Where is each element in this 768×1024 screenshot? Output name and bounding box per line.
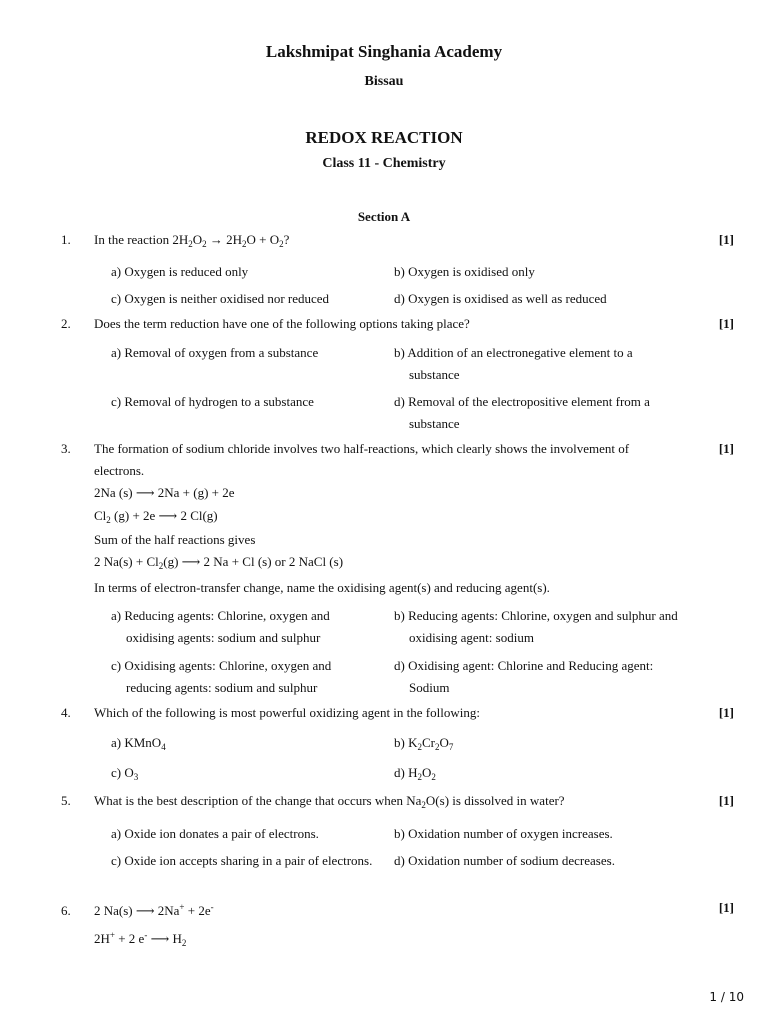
question-marks: [1] [718,441,734,456]
question-number: 4. [61,705,71,720]
question-prompt: In terms of electron-transfer change, name the oxidising agent(s) and reducing agent(s). [94,580,550,595]
sum-label: Sum of the half reactions gives [94,532,256,547]
reaction-line-2: 2H+ + 2 e- ⟶ $H_2$ [94,930,187,948]
question-text: Does the term reduction have one of the following options taking place? [94,316,470,331]
option-b: b) Oxidation number of oxygen increases. [394,826,613,841]
question-marks: [1] [718,316,734,331]
question-number: 6. [61,903,71,918]
option-d: d) Oxygen is oxidised as well as reduced [394,291,607,306]
option-b: b) $K_2Cr_2O_7$ [394,735,454,752]
document-title: REDOX REACTION [305,128,463,147]
option-b: b) Addition of an electronegative element to a substance [394,345,633,382]
option-c: c) Oxide ion accepts sharing in a pair of electrons. [111,853,373,868]
school-location: Bissau [364,74,404,89]
option-c: c) Oxygen is neither oxidised nor reduced [111,291,330,306]
option-b: b) Reducing agents: Chlorine, oxygen and sulphur and oxidising agent: sodium [394,608,678,645]
document-subtitle: Class 11 - Chemistry [322,156,446,171]
question-text: The formation of sodium chloride involves two half-reactions, which clearly shows the involvement of electrons. [94,441,630,478]
question-marks: [1] [718,900,734,915]
option-c: c) Oxidising agents: Chlorine, oxygen and reducing agents: sodium and sulphur [111,658,332,695]
option-a: a) Removal of oxygen from a substance [111,345,319,360]
option-d: d) Oxidising agent: Chlorine and Reducing agent: Sodium [394,658,654,695]
option-a: a) Oxide ion donates a pair of electrons. [111,826,319,841]
question-marks: [1] [718,232,734,247]
question-text: What is the best description of the change that occurs when $Na_2O(s)$ is dissolved in water? [94,793,565,810]
section-heading: Section A [357,209,411,224]
question-text: Which of the following is most powerful oxidizing agent in the following: [94,705,480,720]
option-d: d) $H_2O_2$ [394,765,436,782]
question-number: 3. [61,441,71,456]
half-reaction-1: 2Na (s) ⟶ 2Na + (g) + 2e [94,485,235,500]
half-reaction-2: $Cl_2$ (g) + 2e ⟶ 2 Cl(g) [94,508,218,525]
question-text: In the reaction $2H_2O_2 \to 2H_2O + O_2$? [94,232,290,249]
net-reaction: 2 $Na(s) + Cl_2(g)$ ⟶ 2 Na + Cl (s) or 2 NaCl (s) [94,554,344,571]
question-number: 2. [61,316,71,331]
page-number: 1 / 10 [709,990,744,1004]
question-marks: [1] [718,705,734,720]
option-d: d) Removal of the electropositive element from a substance [394,394,650,431]
reaction-line-1: 2 Na(s) ⟶ 2Na+ + 2e- [94,902,214,918]
question-number: 1. [61,232,71,247]
option-b: b) Oxygen is oxidised only [394,264,535,279]
question-number: 5. [61,793,71,808]
option-a: a) Reducing agents: Chlorine, oxygen and oxidising agents: sodium and sulphur [111,608,330,645]
option-a: a) KMnO$_4$ [111,735,166,752]
option-c: c) $O_3$ [111,765,139,782]
question-marks: [1] [718,793,734,808]
option-c: c) Removal of hydrogen to a substance [111,394,314,409]
option-d: d) Oxidation number of sodium decreases. [394,853,615,868]
school-name: Lakshmipat Singhania Academy [265,42,503,61]
option-a: a) Oxygen is reduced only [111,264,249,279]
